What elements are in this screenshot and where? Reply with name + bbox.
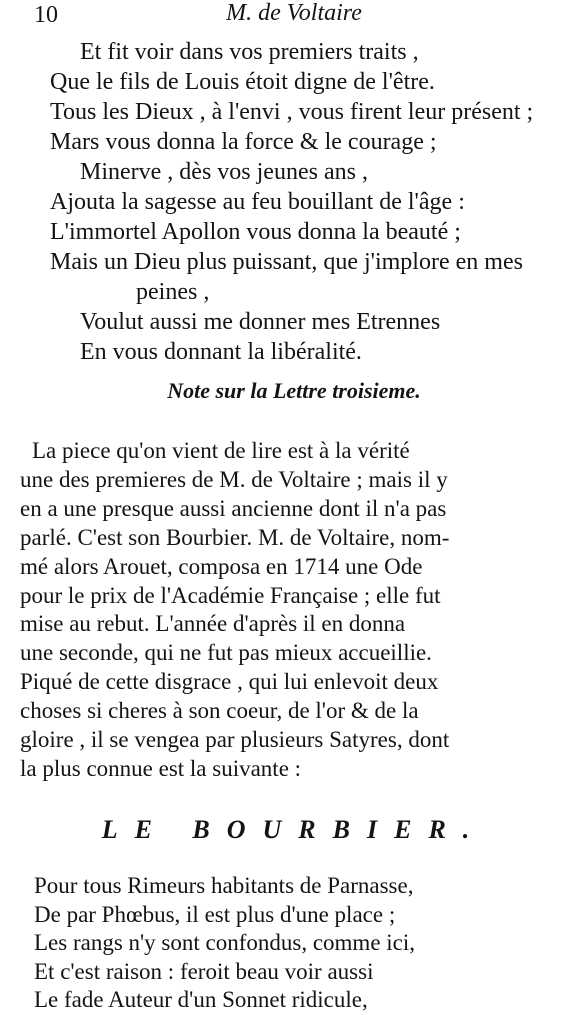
prose-line: parlé. C'est son Bourbier. M. de Voltaire, nom-: [20, 524, 450, 550]
verse-line: Mais un Dieu plus puissant, que j'implore en mes: [50, 249, 523, 275]
prose-line: choses si cheres à son coeur, de l'or & de la: [20, 698, 419, 724]
verse-line: Les rangs n'y sont confondus, comme ici,: [34, 930, 416, 956]
verse-line: Et c'est raison : feroit beau voir aussi: [34, 958, 374, 984]
section-title: LE BOURBIER.: [101, 815, 487, 844]
prose-line: une des premieres de M. de Voltaire ; mais il y: [20, 466, 448, 492]
verse-line: De par Phœbus, il est plus d'une place ;: [34, 901, 396, 927]
poem-verse-block: [50, 37, 580, 367]
prose-line: pour le prix de l'Académie Française ; elle fut: [20, 582, 441, 608]
verse-line: L'immortel Apollon vous donna la beauté ;: [50, 219, 461, 245]
prose-line: gloire , il se vengea par plusieurs Satyres, dont: [20, 727, 450, 753]
prose-line: La piece qu'on vient de lire est à la vérité: [32, 438, 410, 463]
verse-line: En vous donnant la libéralité.: [80, 339, 362, 365]
page-number: 10: [34, 2, 58, 28]
verse-line: Voulut aussi me donner mes Etrennes: [80, 309, 441, 335]
note-heading: Note sur la Lettre troisieme.: [167, 378, 421, 403]
prose-line: la plus connue est la suivante :: [20, 755, 302, 781]
verse-line: Et fit voir dans vos premiers traits ,: [80, 39, 419, 65]
verse-line: Minerve , dès vos jeunes ans ,: [80, 159, 368, 185]
note-paragraph: [20, 437, 580, 784]
prose-line: une seconde, qui ne fut pas mieux accueillie.: [20, 640, 432, 666]
poem-verse-block: [34, 872, 574, 1015]
verse-line: peines ,: [136, 279, 210, 305]
verse-line: Le fade Auteur d'un Sonnet ridicule,: [34, 987, 368, 1013]
prose-line: en a une presque aussi ancienne dont il n'a pas: [20, 495, 447, 521]
prose-line: mé alors Arouet, composa en 1714 une Ode: [20, 553, 423, 579]
verse-line: Ajouta la sagesse au feu bouillant de l'âge :: [50, 189, 465, 215]
verse-line: Pour tous Rimeurs habitants de Parnasse,: [34, 873, 414, 898]
prose-line: mise au rebut. L'année d'après il en donna: [20, 611, 406, 637]
prose-line: Piqué de cette disgrace , qui lui enlevoit deux: [20, 669, 439, 695]
verse-line: Que le fils de Louis étoit digne de l'être.: [50, 69, 435, 95]
running-head: M. de Voltaire: [226, 0, 362, 26]
verse-line: Tous les Dieux , à l'envi , vous firent leur présent ;: [50, 99, 534, 125]
verse-line: Mars vous donna la force & le courage ;: [50, 129, 437, 155]
